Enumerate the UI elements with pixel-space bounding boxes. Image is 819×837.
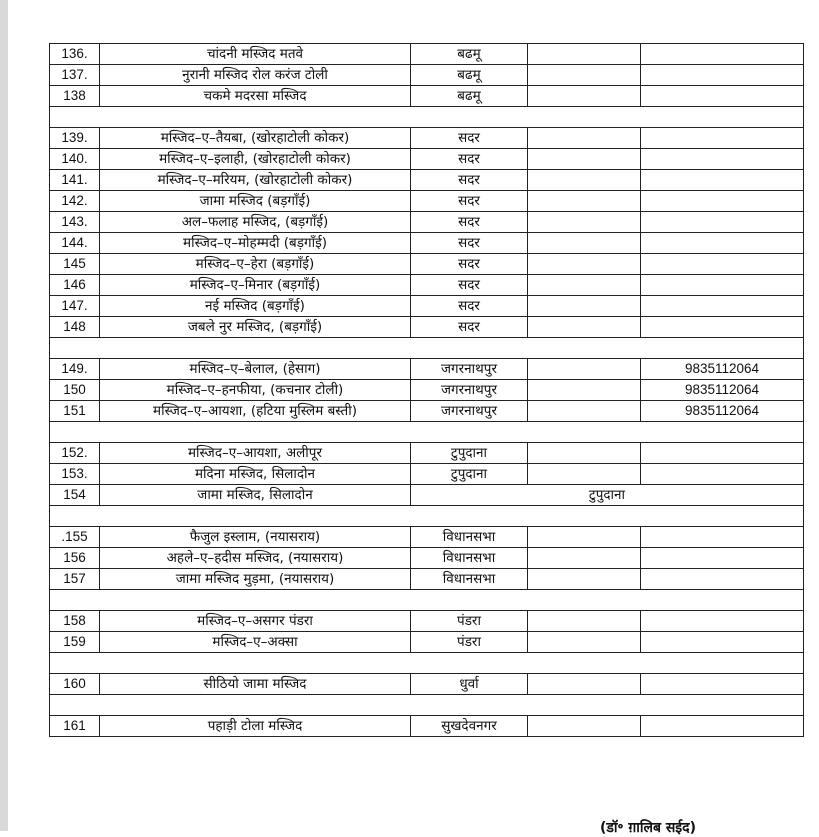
- serial-number-cell: 151: [50, 401, 100, 422]
- mosque-name-cell: मस्जिद–ए–हेरा (बड़गाँई): [100, 254, 411, 275]
- phone-cell: [641, 233, 804, 254]
- phone-cell: [641, 65, 804, 86]
- spacer-cell: [50, 653, 804, 674]
- table-row: [50, 548, 804, 569]
- mosque-name-cell: मस्जिद–ए–असगर पंडरा: [100, 611, 411, 632]
- blank-cell: [528, 86, 641, 107]
- area-cell: पंडरा: [411, 611, 528, 632]
- area-cell: सदर: [411, 233, 528, 254]
- serial-number-cell: 138: [50, 86, 100, 107]
- mosque-name-cell: मस्जिद–ए–बेलाल, (हेसाग): [100, 359, 411, 380]
- table-row: [50, 716, 804, 737]
- mosque-name-cell: मस्जिद–ए–अक्सा: [100, 632, 411, 653]
- phone-cell: [641, 443, 804, 464]
- area-cell: सदर: [411, 317, 528, 338]
- area-cell: सदर: [411, 149, 528, 170]
- phone-cell: [641, 191, 804, 212]
- serial-number-cell: 157: [50, 569, 100, 590]
- table-row: [50, 569, 804, 590]
- table-row: [50, 443, 804, 464]
- spacer-cell: [50, 590, 804, 611]
- serial-number-cell: 159: [50, 632, 100, 653]
- phone-cell: [641, 569, 804, 590]
- spacer-row: [50, 338, 804, 359]
- mosque-name-cell: नुरानी मस्जिद रोल करंज टोली: [100, 65, 411, 86]
- area-cell: सदर: [411, 128, 528, 149]
- mosque-name-cell: फैजुल इस्लाम, (नयासराय): [100, 527, 411, 548]
- spacer-cell: [50, 695, 804, 716]
- area-cell: बढमू: [411, 65, 528, 86]
- table-row: [50, 485, 804, 506]
- mosque-name-cell: नई मस्जिद (बड़गाँई): [100, 296, 411, 317]
- mosque-name-cell: मस्जिद–ए–आयशा, अलीपूर: [100, 443, 411, 464]
- table-row: [50, 254, 804, 275]
- table-row: [50, 611, 804, 632]
- table-row: [50, 128, 804, 149]
- serial-number-cell: 156: [50, 548, 100, 569]
- blank-cell: [528, 401, 641, 422]
- serial-number-cell: 161: [50, 716, 100, 737]
- serial-number-cell: 147.: [50, 296, 100, 317]
- spacer-row: [50, 653, 804, 674]
- serial-number-cell: 153.: [50, 464, 100, 485]
- serial-number-cell: 145: [50, 254, 100, 275]
- serial-number-cell: 139.: [50, 128, 100, 149]
- mosque-name-cell: जामा मस्जिद, सिलादोन: [100, 485, 411, 506]
- phone-cell: [641, 212, 804, 233]
- blank-cell: [528, 548, 641, 569]
- mosque-name-cell: सीठियो जामा मस्जिद: [100, 674, 411, 695]
- table-row: [50, 632, 804, 653]
- area-cell: सदर: [411, 212, 528, 233]
- spacer-row: [50, 506, 804, 527]
- phone-cell: [641, 548, 804, 569]
- serial-number-cell: 149.: [50, 359, 100, 380]
- table-row: [50, 44, 804, 65]
- phone-cell: [641, 317, 804, 338]
- serial-number-cell: 148: [50, 317, 100, 338]
- area-cell: बढमू: [411, 44, 528, 65]
- area-cell: विधानसभा: [411, 569, 528, 590]
- area-cell: विधानसभा: [411, 548, 528, 569]
- spacer-row: [50, 422, 804, 443]
- blank-cell: [528, 296, 641, 317]
- serial-number-cell: 154: [50, 485, 100, 506]
- spacer-cell: [50, 506, 804, 527]
- serial-number-cell: 158: [50, 611, 100, 632]
- area-cell: सुखदेवनगर: [411, 716, 528, 737]
- spacer-row: [50, 695, 804, 716]
- area-cell: सदर: [411, 296, 528, 317]
- mosque-name-cell: चकमे मदरसा मस्जिद: [100, 86, 411, 107]
- blank-cell: [528, 674, 641, 695]
- area-cell: सदर: [411, 170, 528, 191]
- mosque-name-cell: चांदनी मस्जिद मतवे: [100, 44, 411, 65]
- serial-number-cell: 150: [50, 380, 100, 401]
- serial-number-cell: 152.: [50, 443, 100, 464]
- serial-number-cell: 160: [50, 674, 100, 695]
- table-row: [50, 212, 804, 233]
- mosque-name-cell: मस्जिद–ए–मोहम्मदी (बड़गाँई): [100, 233, 411, 254]
- table-row: [50, 65, 804, 86]
- table-row: [50, 191, 804, 212]
- phone-cell: [641, 611, 804, 632]
- spacer-row: [50, 590, 804, 611]
- table-row: [50, 674, 804, 695]
- phone-cell: [641, 716, 804, 737]
- left-border-strip: [0, 0, 8, 831]
- serial-number-cell: 142.: [50, 191, 100, 212]
- blank-cell: [528, 212, 641, 233]
- table-row: [50, 401, 804, 422]
- area-cell: बढमू: [411, 86, 528, 107]
- mosque-name-cell: पहाड़ी टोला मस्जिद: [100, 716, 411, 737]
- spacer-cell: [50, 107, 804, 128]
- spacer-cell: [50, 338, 804, 359]
- blank-cell: [528, 254, 641, 275]
- table-row: [50, 464, 804, 485]
- area-cell: जगरनाथपुर: [411, 380, 528, 401]
- spacer-cell: [50, 422, 804, 443]
- phone-cell: 9835112064: [641, 359, 804, 380]
- area-cell: जगरनाथपुर: [411, 401, 528, 422]
- area-merged-cell: टुपुदाना: [411, 485, 804, 506]
- phone-cell: 9835112064: [641, 401, 804, 422]
- mosque-name-cell: जामा मस्जिद (बड़गाँई): [100, 191, 411, 212]
- blank-cell: [528, 380, 641, 401]
- blank-cell: [528, 464, 641, 485]
- phone-cell: [641, 464, 804, 485]
- serial-number-cell: 144.: [50, 233, 100, 254]
- serial-number-cell: 136.: [50, 44, 100, 65]
- mosque-name-cell: मस्जिद–ए–मिनार (बड़गाँई): [100, 275, 411, 296]
- table-row: [50, 233, 804, 254]
- table-row: [50, 317, 804, 338]
- mosque-name-cell: मदिना मस्जिद, सिलादोन: [100, 464, 411, 485]
- phone-cell: [641, 149, 804, 170]
- signature-text: (डॉ॰ ग़ालिब सईद): [600, 820, 697, 836]
- table-row: [50, 86, 804, 107]
- phone-cell: [641, 275, 804, 296]
- serial-number-cell: 146: [50, 275, 100, 296]
- blank-cell: [528, 65, 641, 86]
- phone-cell: [641, 674, 804, 695]
- serial-number-cell: 137.: [50, 65, 100, 86]
- table-row: [50, 149, 804, 170]
- blank-cell: [528, 443, 641, 464]
- mosque-name-cell: अल–फलाह मस्जिद, (बड़गाँई): [100, 212, 411, 233]
- blank-cell: [528, 569, 641, 590]
- mosque-list-table: [49, 43, 804, 737]
- phone-cell: [641, 527, 804, 548]
- phone-cell: [641, 632, 804, 653]
- serial-number-cell: 143.: [50, 212, 100, 233]
- serial-number-cell: 141.: [50, 170, 100, 191]
- table-row: [50, 170, 804, 191]
- mosque-name-cell: अहले–ए–हदीस मस्जिद, (नयासराय): [100, 548, 411, 569]
- mosque-name-cell: जामा मस्जिद मुड़मा, (नयासराय): [100, 569, 411, 590]
- blank-cell: [528, 317, 641, 338]
- blank-cell: [528, 128, 641, 149]
- mosque-name-cell: मस्जिद–ए–इलाही, (खोरहाटोली कोकर): [100, 149, 411, 170]
- blank-cell: [528, 191, 641, 212]
- area-cell: टुपुदाना: [411, 464, 528, 485]
- phone-cell: 9835112064: [641, 380, 804, 401]
- blank-cell: [528, 359, 641, 380]
- area-cell: टुपुदाना: [411, 443, 528, 464]
- table-row: [50, 527, 804, 548]
- blank-cell: [528, 527, 641, 548]
- phone-cell: [641, 254, 804, 275]
- area-cell: सदर: [411, 275, 528, 296]
- area-cell: जगरनाथपुर: [411, 359, 528, 380]
- table-row: [50, 359, 804, 380]
- mosque-name-cell: मस्जिद–ए–तैयबा, (खोरहाटोली कोकर): [100, 128, 411, 149]
- phone-cell: [641, 44, 804, 65]
- blank-cell: [528, 44, 641, 65]
- serial-number-cell: 140.: [50, 149, 100, 170]
- mosque-name-cell: मस्जिद–ए–हनफीया, (कचनार टोली): [100, 380, 411, 401]
- table-row: [50, 380, 804, 401]
- phone-cell: [641, 296, 804, 317]
- area-cell: सदर: [411, 191, 528, 212]
- table-row: [50, 296, 804, 317]
- mosque-name-cell: मस्जिद–ए–आयशा, (हटिया मुस्लिम बस्ती): [100, 401, 411, 422]
- table-body: [50, 44, 804, 737]
- blank-cell: [528, 149, 641, 170]
- spacer-row: [50, 107, 804, 128]
- blank-cell: [528, 170, 641, 191]
- mosque-name-cell: मस्जिद–ए–मरियम, (खोरहाटोली कोकर): [100, 170, 411, 191]
- phone-cell: [641, 170, 804, 191]
- blank-cell: [528, 275, 641, 296]
- blank-cell: [528, 611, 641, 632]
- blank-cell: [528, 233, 641, 254]
- serial-number-cell: .155: [50, 527, 100, 548]
- mosque-name-cell: जबले नुर मस्जिद, (बड़गाँई): [100, 317, 411, 338]
- area-cell: पंडरा: [411, 632, 528, 653]
- phone-cell: [641, 128, 804, 149]
- table-row: [50, 275, 804, 296]
- area-cell: धुर्वा: [411, 674, 528, 695]
- area-cell: विधानसभा: [411, 527, 528, 548]
- phone-cell: [641, 86, 804, 107]
- blank-cell: [528, 632, 641, 653]
- area-cell: सदर: [411, 254, 528, 275]
- blank-cell: [528, 716, 641, 737]
